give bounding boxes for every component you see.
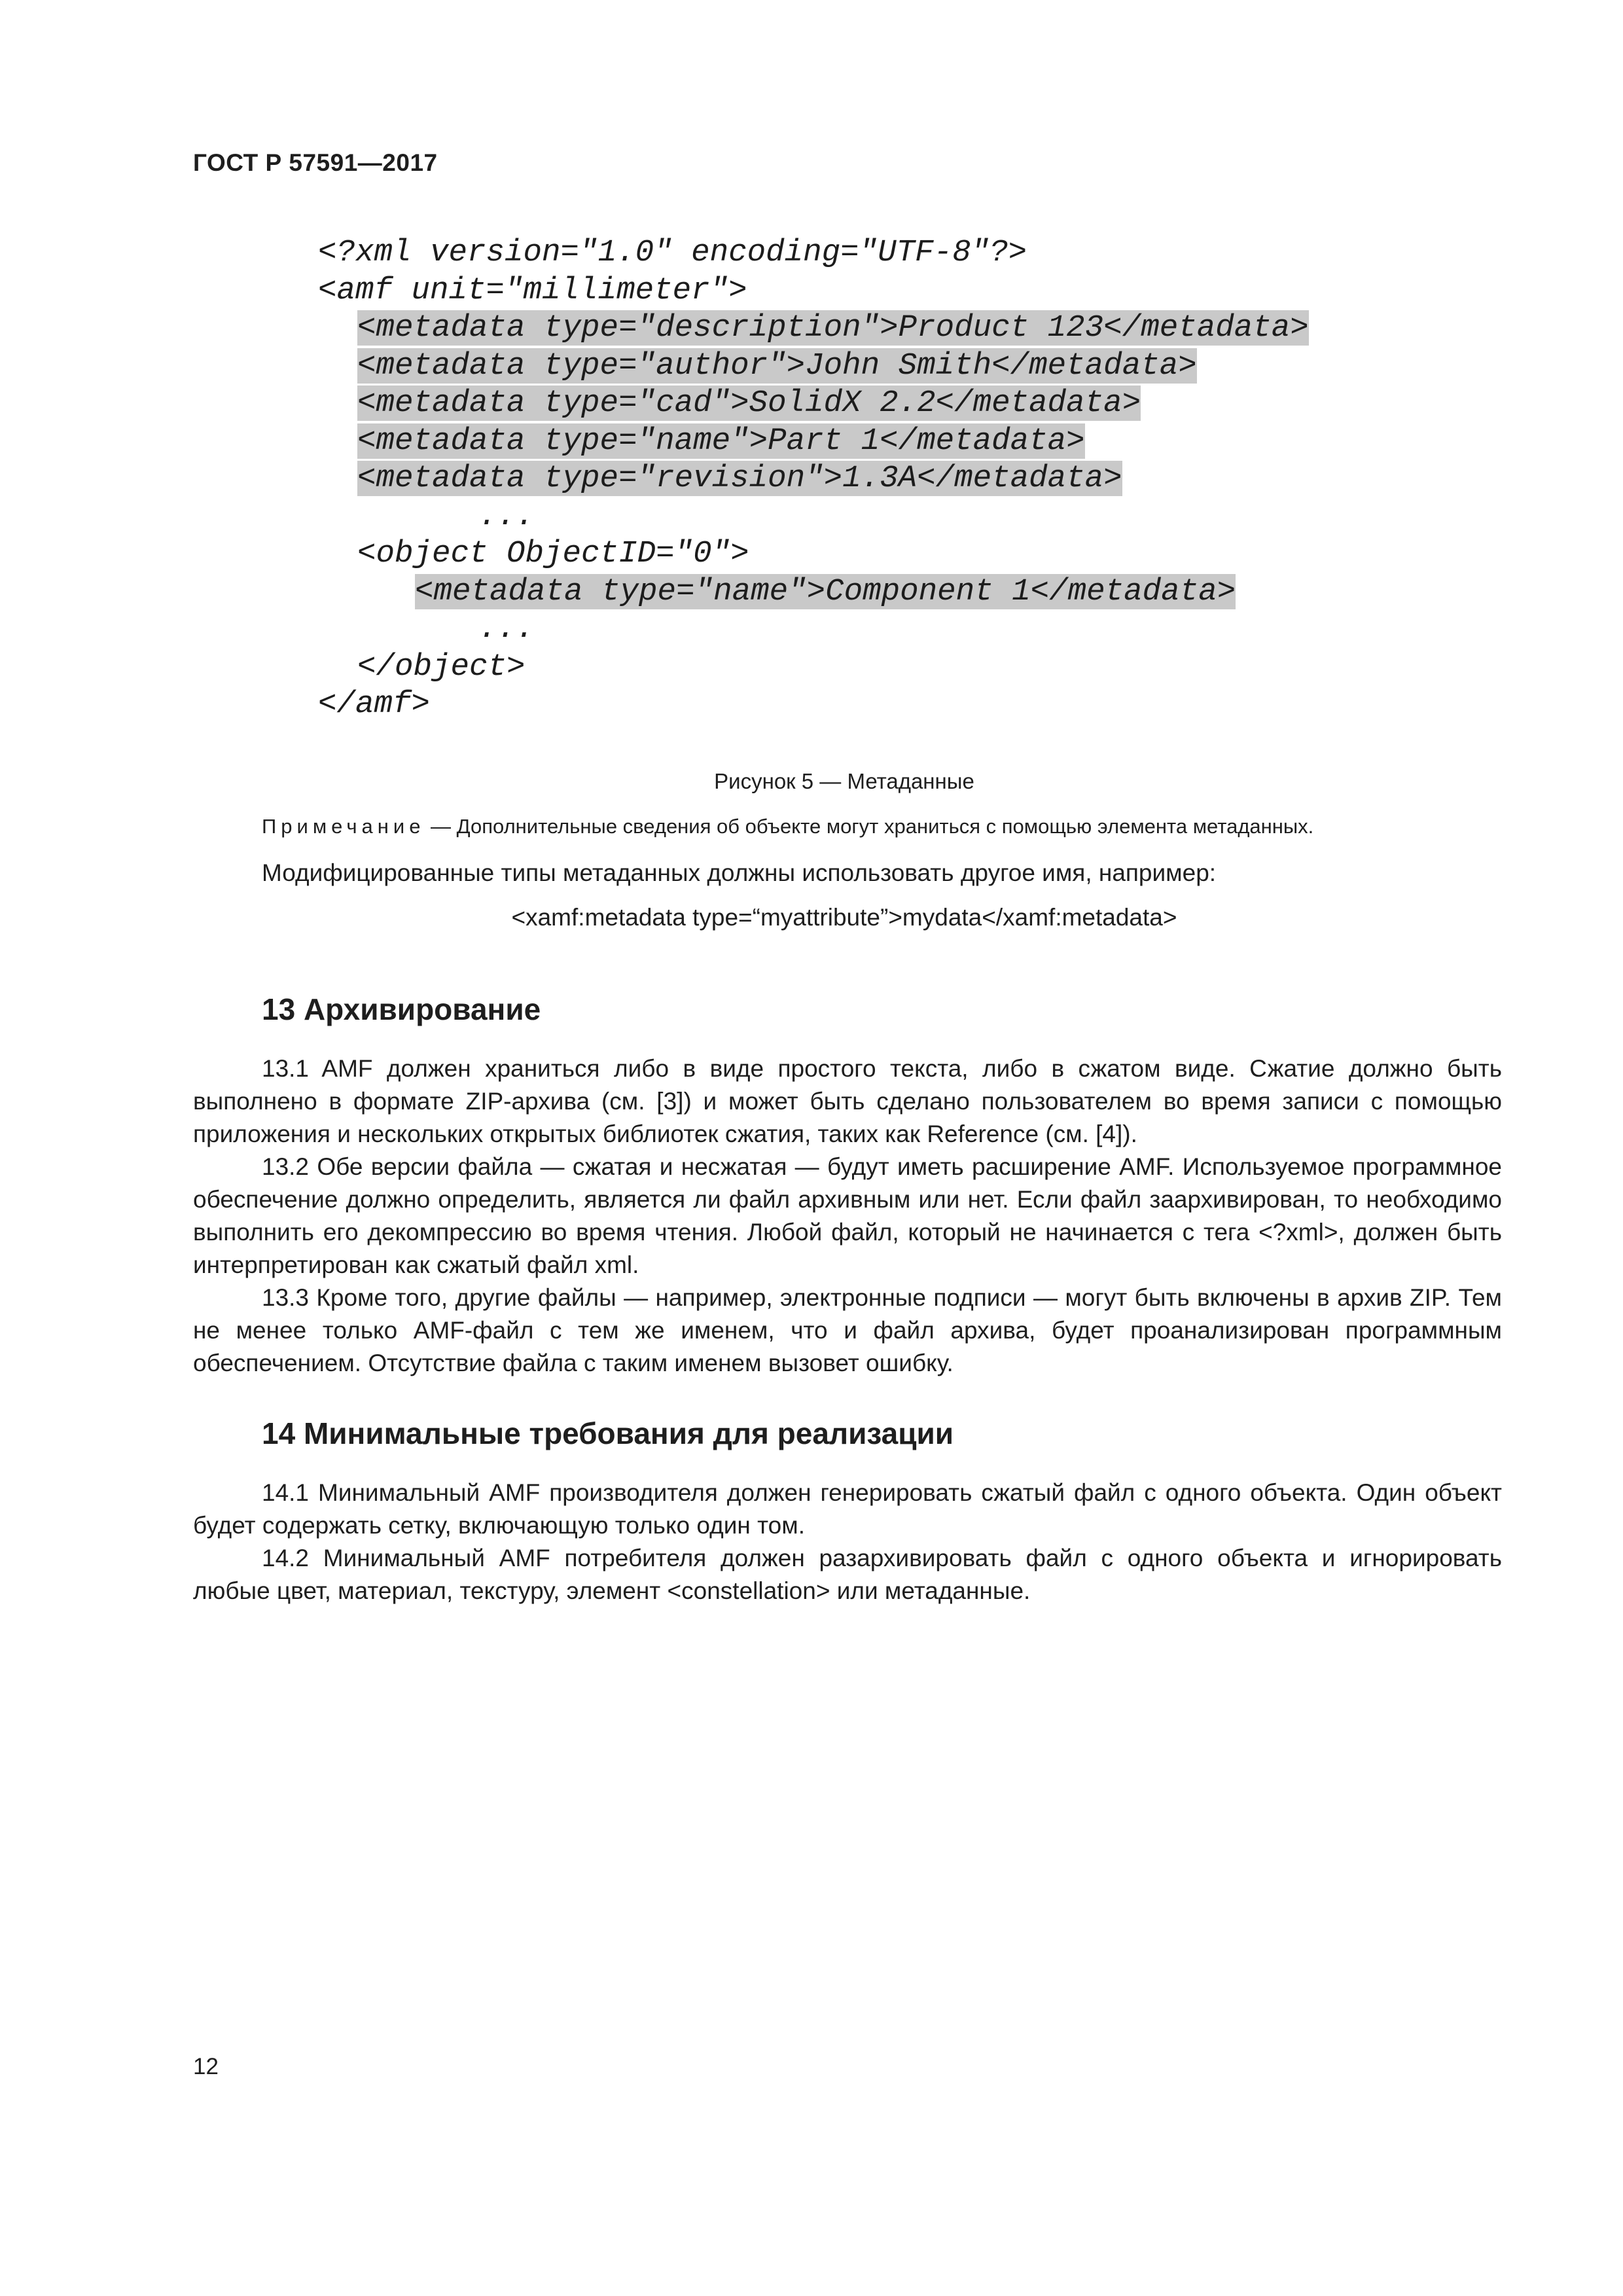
modified-types-text: Модифицированные типы метаданных должны использовать другое имя, например: [262, 859, 1217, 886]
note-text: — Дополнительные сведения об объекте могут храниться с помощью элемента метаданных. [425, 815, 1314, 838]
modified-types-example: <xamf:metadata type=“myattribute”>mydata</xamf:metadata> [511, 904, 1177, 931]
note-label: Примечание [262, 815, 425, 838]
code-line: </object> [357, 649, 526, 685]
document-header: ГОСТ Р 57591—2017 [193, 149, 438, 176]
code-line-highlighted: <metadata type="name">Part 1</metadata> [357, 423, 1085, 459]
code-line: </amf> [318, 687, 431, 722]
code-line: ... [478, 611, 535, 647]
section-14-1-paragraph: 14.1 Минимальный AMF производителя должен генерировать сжатый файл с одного объекта. Один объект будет содержать сетку, включающую только один том. [193, 1479, 1502, 1539]
code-line: <?xml version="1.0" encoding="UTF-8"?> [318, 235, 1027, 270]
code-line-highlighted: <metadata type="cad">SolidX 2.2</metadata> [357, 386, 1141, 421]
code-line-highlighted: <metadata type="revision">1.3A</metadata> [357, 461, 1122, 496]
figure-note [262, 815, 1313, 838]
code-line: ... [478, 498, 535, 534]
section-13-heading: 13 Архивирование [262, 992, 541, 1026]
code-line-highlighted: <metadata type="description">Product 123</metadata> [357, 310, 1309, 346]
figure-code-listing [318, 234, 1309, 724]
figure-caption: Рисунок 5 — Метаданные [714, 769, 974, 793]
section-14-2-paragraph: 14.2 Минимальный AMF потребителя должен разархивировать файл с одного объекта и игнорировать любые цвет, материал, текстуру, элемент <constellation> или метаданные. [193, 1545, 1502, 1604]
section-14-heading: 14 Минимальные требования для реализации [262, 1416, 954, 1450]
code-line: <amf unit="millimeter"> [318, 272, 747, 308]
code-line-highlighted: <metadata type="author">John Smith</metadata> [357, 348, 1197, 384]
page-number: 12 [193, 2054, 219, 2079]
section-13-1-paragraph: 13.1 AMF должен храниться либо в виде простого текста, либо в сжатом виде. Сжатие должно быть выполнено в формате ZIP-архива (см. [3]) и может быть сделано пользователем во время записи с помощью приложения и нескольких открытых библиотек сжатия, таких как Reference (см. [4]). [193, 1055, 1502, 1147]
code-line-highlighted: <metadata type="name">Component 1</metadata> [415, 573, 1236, 609]
section-13-2-paragraph: 13.2 Обе версии файла — сжатая и несжатая — будут иметь расширение AMF. Используемое программное обеспечение должно определить, является ли файл архивным или нет. Если файл заархивирован, то необходимо выполнить его декомпрессию во время чтения. Любой файл, который не начинается с тега <?xml>, должен быть интерпретирован как сжатый файл xml. [193, 1153, 1502, 1278]
section-13-3-paragraph: 13.3 Кроме того, другие файлы — например, электронные подписи — могут быть включены в архив ZIP. Тем не менее только AMF-файл с тем же именем, что и файл архива, будет проанализирован программным обеспечением. Отсутствие файла с таким именем вызовет ошибку. [193, 1284, 1502, 1376]
code-line: <object ObjectID="0"> [357, 536, 749, 571]
